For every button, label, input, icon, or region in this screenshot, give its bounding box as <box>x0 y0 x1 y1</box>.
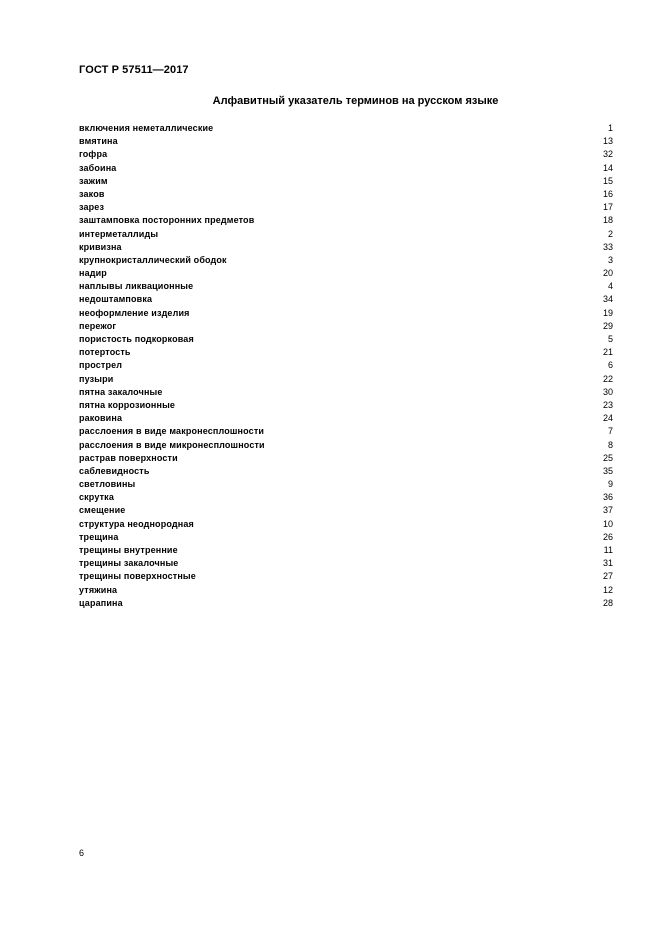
index-title: Алфавитный указатель терминов на русском языке <box>212 95 499 107</box>
index-term: утяжина <box>79 584 118 595</box>
index-entry <box>79 386 613 399</box>
index-entry <box>79 346 613 359</box>
index-entry <box>79 241 613 254</box>
index-entry <box>79 465 613 478</box>
index-entry <box>79 267 613 280</box>
index-entry <box>79 175 613 188</box>
index-term-number: 36 <box>602 492 613 503</box>
index-term-number: 28 <box>602 597 613 608</box>
index-term: пузыри <box>79 373 114 384</box>
index-entry <box>79 122 613 135</box>
index-entry <box>79 399 613 412</box>
index-term: заков <box>79 188 105 199</box>
index-term-number: 37 <box>602 505 613 516</box>
index-entry <box>79 188 613 201</box>
index-term-number: 9 <box>607 479 613 490</box>
index-entry <box>79 320 613 333</box>
index-term-number: 6 <box>607 360 613 371</box>
index-term: заштамповка посторонних предметов <box>79 215 255 226</box>
index-entry <box>79 373 613 386</box>
index-entry <box>79 518 613 531</box>
index-entry <box>79 307 613 320</box>
index-entry <box>79 557 613 570</box>
index-term-number: 17 <box>602 202 613 213</box>
index-term-number: 19 <box>602 307 613 318</box>
index-term: саблевидность <box>79 465 150 476</box>
index-term-number: 18 <box>602 215 613 226</box>
index-term: потертость <box>79 347 131 358</box>
index-term: вмятина <box>79 136 118 147</box>
index-term-number: 34 <box>602 294 613 305</box>
index-term: забоина <box>79 162 117 173</box>
index-entry <box>79 425 613 438</box>
index-term-number: 3 <box>607 254 613 265</box>
index-entry <box>79 333 613 346</box>
index-term-number: 31 <box>602 558 613 569</box>
index-term-number: 27 <box>602 571 613 582</box>
index-term: царапина <box>79 597 123 608</box>
index-term-number: 12 <box>602 584 613 595</box>
index-term: наплывы ликвационные <box>79 281 194 292</box>
index-term: скрутка <box>79 492 114 503</box>
index-term-number: 22 <box>602 373 613 384</box>
index-term: включения неметаллические <box>79 123 214 133</box>
index-term: расслоения в виде микронесплошности <box>79 439 265 450</box>
index-term-number: 24 <box>602 413 613 424</box>
document-code: ГОСТ Р 57511—2017 <box>79 64 189 76</box>
index-term-number: 25 <box>602 452 613 463</box>
index-term-number: 32 <box>602 149 613 160</box>
index-term: растрав поверхности <box>79 452 178 463</box>
index-term-number: 15 <box>602 175 613 186</box>
index-term-number: 29 <box>602 320 613 331</box>
index-term-number: 10 <box>602 518 613 529</box>
index-term: пористость подкорковая <box>79 334 194 344</box>
index-term: прострел <box>79 360 123 371</box>
term-index-list <box>79 122 613 610</box>
index-term: пятна коррозионные <box>79 399 176 410</box>
index-entry <box>79 544 613 557</box>
index-term: зажим <box>79 175 108 186</box>
index-entry <box>79 439 613 452</box>
index-term: трещины внутренние <box>79 545 178 555</box>
index-entry <box>79 597 613 610</box>
index-entry <box>79 214 613 227</box>
index-term-number: 21 <box>602 347 613 358</box>
index-term-number: 30 <box>602 386 613 397</box>
index-entry <box>79 254 613 267</box>
index-term: смещение <box>79 505 126 516</box>
index-term: пережог <box>79 320 117 331</box>
index-term-number: 14 <box>602 162 613 173</box>
index-term-number: 1 <box>607 123 613 133</box>
index-entry <box>79 148 613 161</box>
index-entry <box>79 228 613 241</box>
index-term: структура неоднородная <box>79 518 194 529</box>
index-term: трещина <box>79 531 119 542</box>
index-entry <box>79 478 613 491</box>
index-term: светловины <box>79 479 136 490</box>
index-term-number: 7 <box>607 426 613 437</box>
index-term-number: 11 <box>603 545 613 555</box>
index-term-number: 26 <box>602 531 613 542</box>
index-term-number: 23 <box>602 399 613 410</box>
index-term: недоштамповка <box>79 294 153 305</box>
index-term-number: 33 <box>602 241 613 252</box>
index-term: гофра <box>79 149 108 160</box>
index-term: расслоения в виде макронесплошности <box>79 426 265 437</box>
index-term-number: 35 <box>602 465 613 476</box>
page-number: 6 <box>79 848 85 858</box>
index-term: зарез <box>79 202 105 213</box>
index-term-number: 4 <box>607 281 613 292</box>
index-term: трещины поверхностные <box>79 571 196 582</box>
index-entry <box>79 584 613 597</box>
index-term: раковина <box>79 413 123 424</box>
index-entry <box>79 135 613 148</box>
index-term: неоформление изделия <box>79 307 190 318</box>
index-entry <box>79 201 613 214</box>
index-term-number: 20 <box>602 268 613 279</box>
index-entry <box>79 280 613 293</box>
index-entry <box>79 531 613 544</box>
index-entry <box>79 504 613 517</box>
index-entry <box>79 293 613 306</box>
index-term-number: 2 <box>607 228 613 239</box>
index-entry <box>79 452 613 465</box>
index-term-number: 16 <box>602 188 613 199</box>
index-entry <box>79 570 613 583</box>
index-term: крупнокристаллический ободок <box>79 254 227 265</box>
index-term: надир <box>79 268 107 279</box>
index-term: пятна закалочные <box>79 386 163 397</box>
index-term-number: 5 <box>607 334 613 344</box>
index-entry <box>79 491 613 504</box>
index-entry <box>79 162 613 175</box>
index-entry <box>79 412 613 425</box>
index-term-number: 8 <box>607 439 613 450</box>
index-entry <box>79 359 613 372</box>
index-term: трещины закалочные <box>79 558 179 569</box>
index-term: кривизна <box>79 241 122 252</box>
index-term-number: 13 <box>602 136 613 147</box>
index-term: интерметаллиды <box>79 228 159 239</box>
